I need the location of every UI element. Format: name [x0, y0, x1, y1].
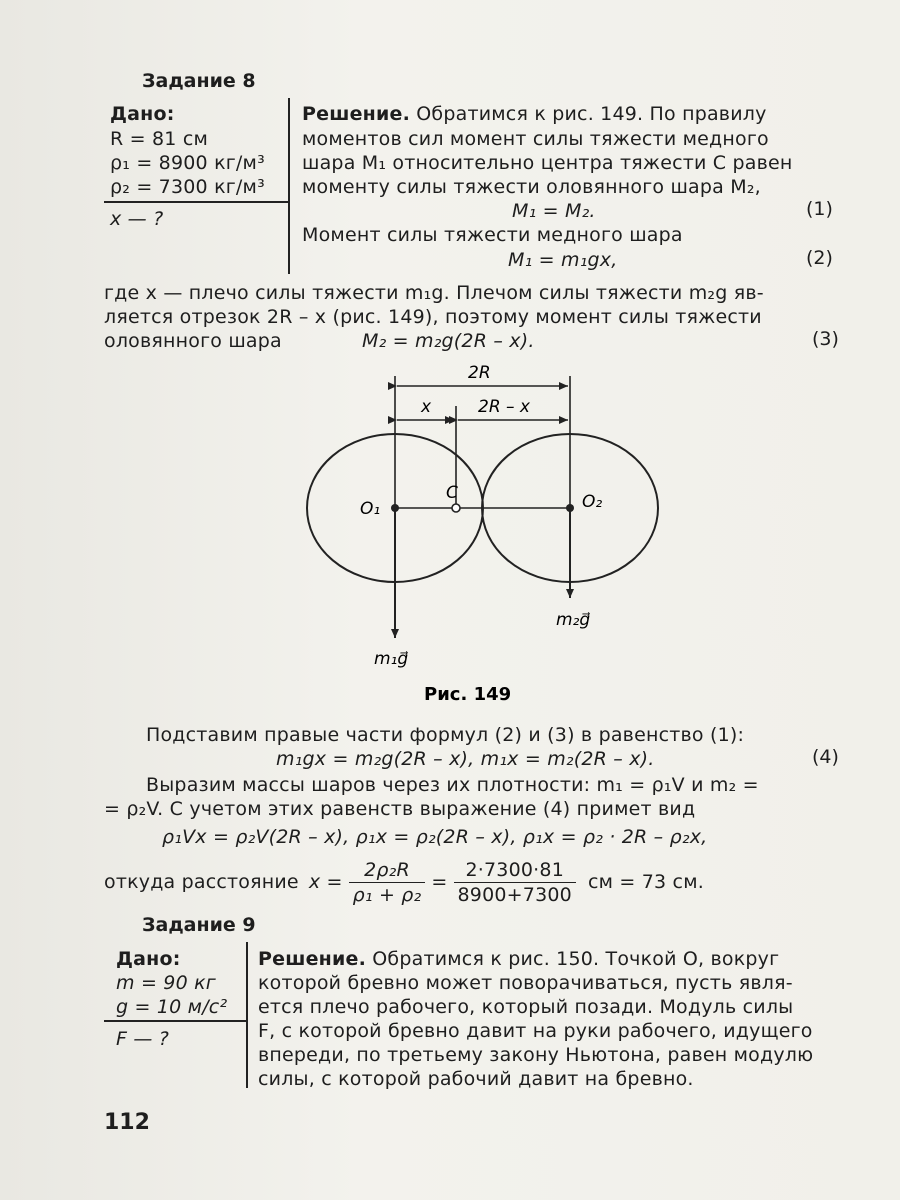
label-m2g: m₂g⃗ — [556, 610, 591, 630]
final-x: x = — [308, 871, 343, 893]
task8-moment-line: Момент силы тяжести медного шара — [302, 224, 683, 246]
label-x: x — [421, 397, 432, 417]
task9-solution-text: Обратимся к рис. 150. Точкой O, вокруг — [372, 948, 780, 970]
task8-after-line-1: Подставим правые части формул (2) и (3) в равенство (1): — [146, 724, 745, 746]
task9-solution-line-2: которой бревно может поворачиваться, пусть явля- — [258, 972, 793, 994]
equation-1: M₁ = M₂. — [512, 200, 596, 222]
fraction-numeric-numerator: 2·7300·81 — [454, 858, 576, 883]
equation-4-number: (4) — [812, 746, 839, 768]
fraction-symbolic-denominator: ρ₁ + ρ₂ — [352, 883, 422, 906]
fraction-numeric — [454, 858, 576, 907]
task9-given-label: Дано: — [116, 948, 181, 970]
task9-solution-label: Решение. — [258, 948, 367, 970]
equation-2-number: (2) — [806, 247, 833, 269]
equation-2: M₁ = m₁gx, — [508, 249, 618, 271]
fraction-numeric-denominator: 8900+7300 — [457, 883, 572, 906]
final-formula — [104, 852, 704, 912]
equation-5: ρ₁Vx = ρ₂V(2R – x), ρ₁x = ρ₂(2R – x), ρ₁x = ρ₂ · 2R – ρ₂x, — [162, 826, 708, 848]
task9-given-m: m = 90 кг — [116, 972, 216, 994]
fraction-symbolic-numerator: 2ρ₂R — [349, 858, 426, 883]
equation-1-number: (1) — [806, 198, 833, 220]
fraction-symbolic — [349, 858, 426, 907]
task8-title: Задание 8 — [142, 70, 256, 92]
label-2R: 2R — [468, 363, 491, 383]
task8-solution-line-4: моменту силы тяжести оловянного шара M₂, — [302, 176, 761, 198]
task8-where-line-2: ляется отрезок 2R – x (рис. 149), поэтому момент силы тяжести — [104, 306, 762, 328]
label-2R-minus-x: 2R – x — [478, 397, 530, 417]
task9-solution-line-5: впереди, по третьему закону Ньютона, равен модулю — [258, 1044, 814, 1066]
task8-where-line-1: где x — плечо силы тяжести m₁g. Плечом силы тяжести m₂g яв- — [104, 282, 764, 304]
task9-given-separator — [104, 1020, 246, 1022]
task8-find: x — ? — [110, 208, 164, 230]
task8-given-label: Дано: — [110, 103, 175, 125]
equation-3-number: (3) — [812, 328, 839, 350]
task9-given-divider — [246, 942, 248, 1088]
task9-solution-line-3: ется плечо рабочего, который позади. Модуль силы — [258, 996, 794, 1018]
task8-given-rho1: ρ₁ = 8900 кг/м³ — [110, 152, 265, 174]
task9-find: F — ? — [116, 1028, 170, 1050]
task9-solution-line-1 — [258, 946, 779, 972]
label-O2: O₂ — [582, 492, 603, 512]
task8-after-line-2: Выразим массы шаров через их плотности: m₁ = ρ₁V и m₂ = — [146, 774, 759, 796]
task9-given-g: g = 10 м/с² — [116, 996, 228, 1018]
task8-given-rho2: ρ₂ = 7300 кг/м³ — [110, 176, 265, 198]
final-suffix: см = 73 см. — [587, 871, 704, 893]
final-prefix: откуда расстояние — [104, 871, 299, 893]
task9-solution-line-6: силы, с которой рабочий давит на бревно. — [258, 1068, 694, 1090]
task8-solution-line-3: шара M₁ относительно центра тяжести C равен — [302, 152, 793, 174]
equation-4: m₁gx = m₂g(2R – x), m₁x = m₂(2R – x). — [276, 748, 655, 770]
label-O1: O₁ — [360, 499, 381, 519]
point-C — [452, 504, 460, 512]
label-C: C — [446, 483, 458, 503]
page-number: 112 — [104, 1110, 150, 1135]
equals-sign: = — [431, 871, 448, 893]
task8-given-R: R = 81 см — [110, 128, 208, 150]
figure-caption: Рис. 149 — [424, 684, 512, 705]
solution-label: Решение. — [302, 103, 411, 125]
task9-solution-line-4: F, с которой бревно давит на руки рабочего, идущего — [258, 1020, 813, 1042]
label-m1g: m₁g⃗ — [374, 649, 409, 669]
task9-title: Задание 9 — [142, 914, 256, 936]
task8-solution-line-2: моментов сил момент силы тяжести медного — [302, 128, 769, 150]
equation-3: M₂ = m₂g(2R – x). — [362, 330, 535, 352]
solution-text: Обратимся к рис. 149. По правилу — [416, 103, 767, 125]
task8-after-line-3: = ρ₂V. С учетом этих равенств выражение (4) примет вид — [104, 798, 696, 820]
task8-where-line-3: оловянного шара — [104, 330, 282, 352]
